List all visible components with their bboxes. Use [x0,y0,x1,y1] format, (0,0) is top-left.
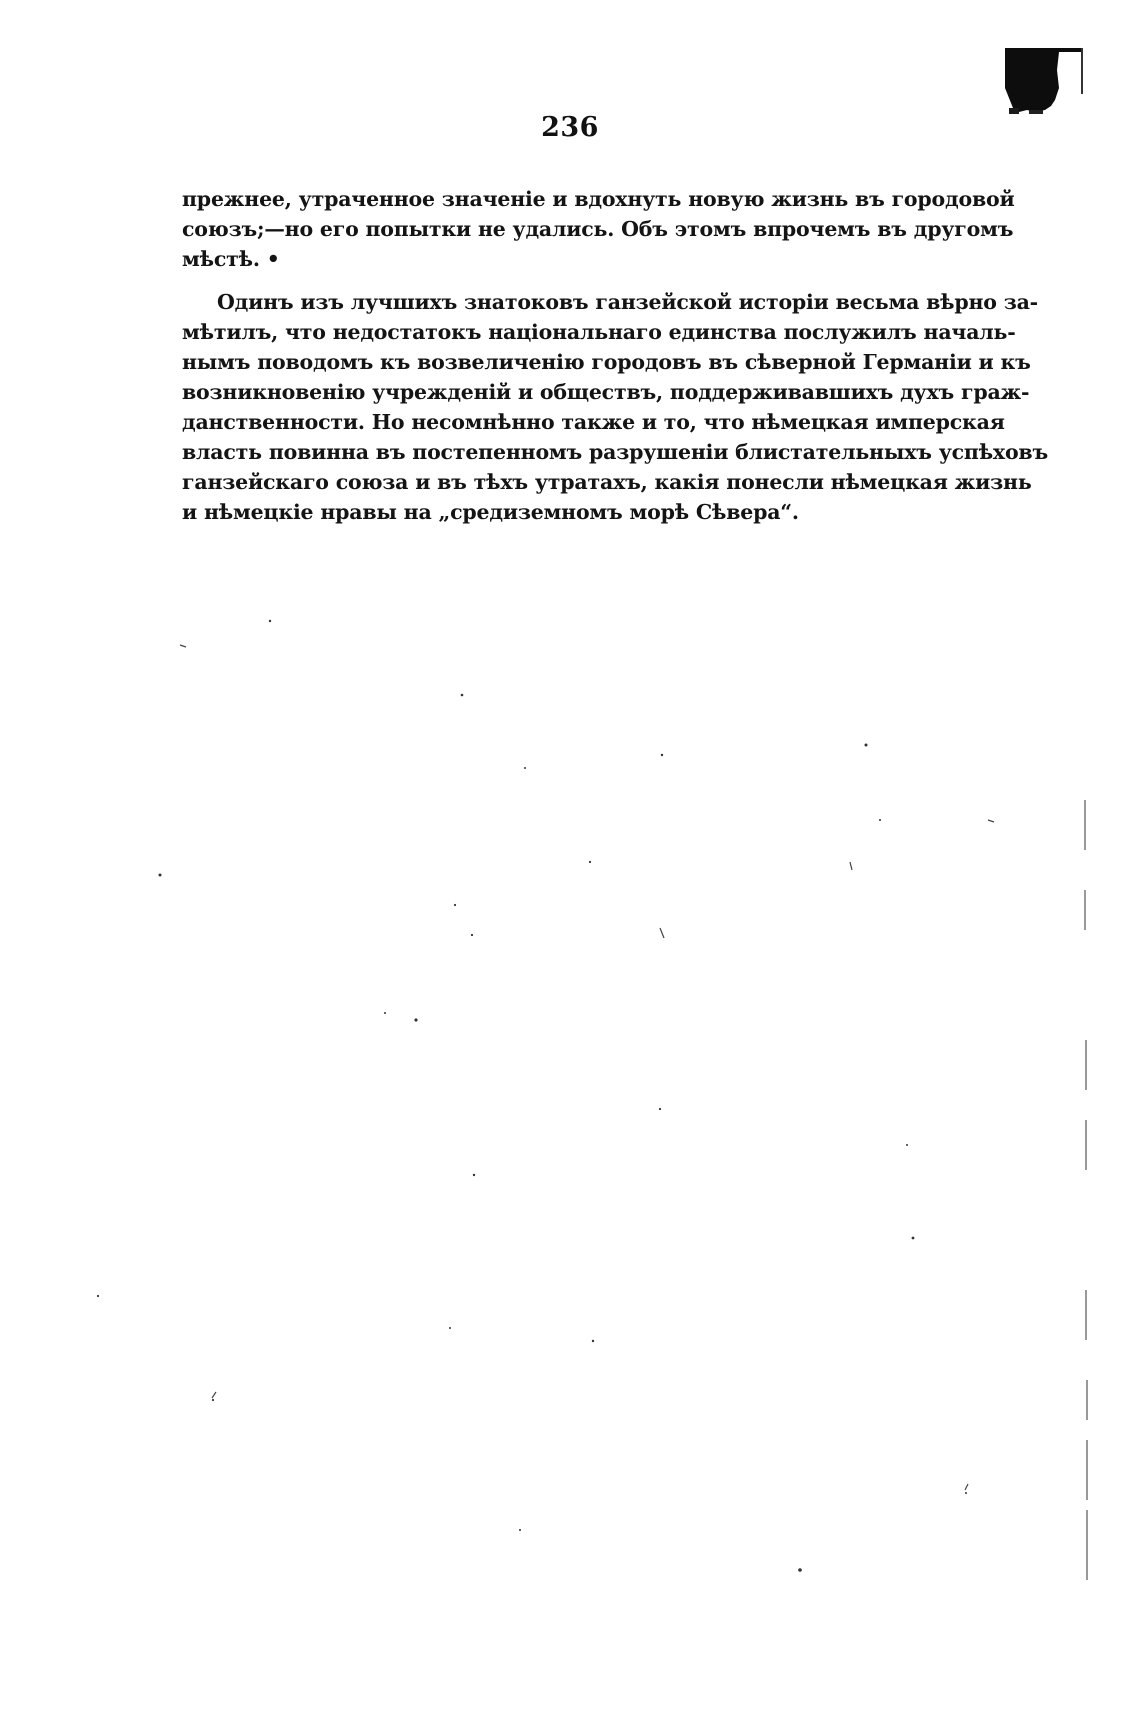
paragraph [182,184,1015,274]
text-line: ганзейскаго союза и въ тѣхъ утратахъ, какія понесли нѣмецкая жизнь [182,470,1032,494]
text-line: власть повинна въ постепенномъ разрушеніи блистательныхъ успѣховъ [182,440,1048,464]
text-line: прежнее, утраченное значеніе и вдохнуть новую жизнь въ городовой [182,187,1015,211]
text-line: возникновенію учрежденій и обществъ, поддерживавшихъ духъ граж- [182,380,1030,404]
text-line: Одинъ изъ лучшихъ знатоковъ ганзейской исторіи весьма вѣрно за- [217,290,1038,314]
page-number: 236 [541,112,599,143]
paragraph-gap [182,274,967,287]
ink-blot-mark [1005,48,1083,118]
text-line: нымъ поводомъ къ возвеличенію городовъ въ сѣверной Германіи и къ [182,350,1031,374]
text-line: мѣтилъ, что недостатокъ національнаго единства послужилъ началь- [182,320,1016,344]
text-line: мѣстѣ. • [182,247,280,271]
text-line: и нѣмецкіе нравы на „средиземномъ морѣ Сѣвера“. [182,500,799,524]
body-text [182,184,1048,527]
text-line: данственности. Но несомнѣнно также и то, что нѣмецкая имперская [182,410,1005,434]
paragraph [182,287,1048,527]
text-line: союзъ;—но его попытки не удались. Объ этомъ впрочемъ въ другомъ [182,217,1014,241]
